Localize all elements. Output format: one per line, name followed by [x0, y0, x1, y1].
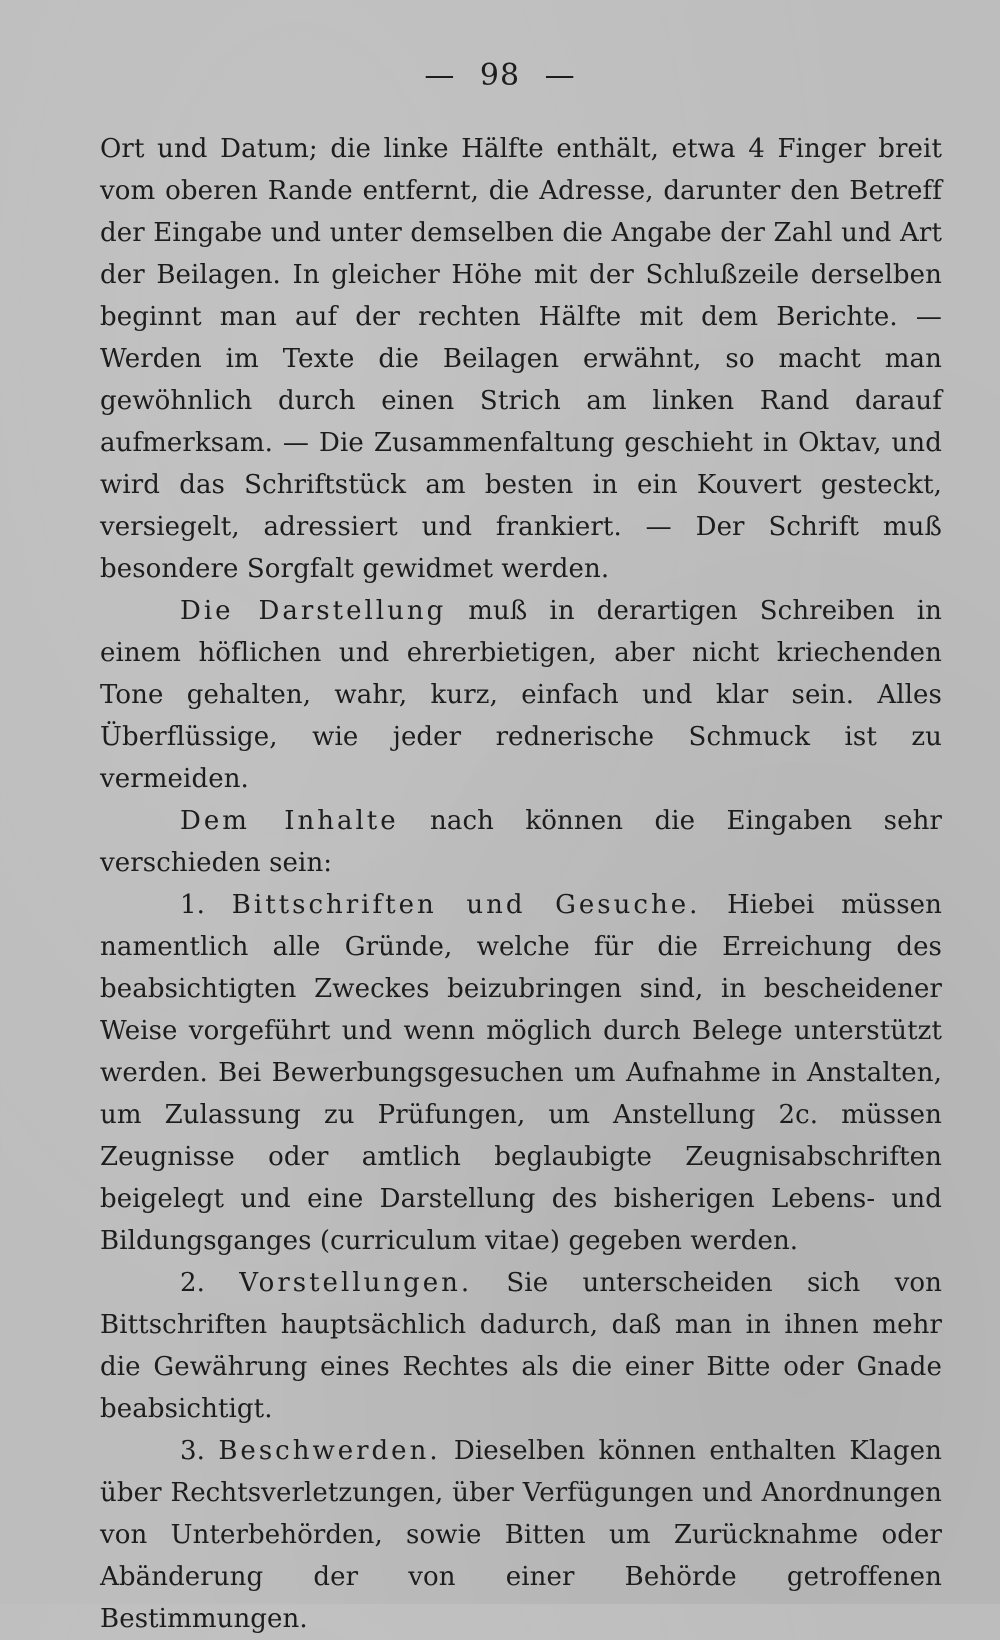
- list-item-bittschriften: [100, 884, 942, 1262]
- spaced-heading: Bittschriften und Gesuche.: [231, 890, 701, 920]
- page-number: — 98 —: [424, 58, 576, 93]
- paragraph-text: nach können die Eingaben sehr verschieden sein:: [100, 806, 942, 878]
- paragraph-intro: [100, 128, 942, 590]
- spaced-heading: Dem Inhalte: [180, 806, 399, 836]
- paragraph-text: Hiebei müssen namentlich alle Gründe, welche für die Erreichung des beabsichtigten Zweckes beizubringen sind, in bescheidener Weise vorgeführt und wenn möglich durch Belege unterstützt werden. Bei Bewerbungsgesuchen um Aufnahme in Anstalten, um Zulassung zu Prüfungen, um Anstellung 2c. müssen Zeugnisse oder amtlich beglaubigte Zeugnisabschriften beigelegt und eine Darstellung des bisherigen Lebens- und Bildungsganges (curriculum vitae) gegeben werden.: [100, 890, 942, 1256]
- spaced-heading: Vorstellungen.: [239, 1268, 473, 1298]
- list-item-beschwerden: [100, 1430, 942, 1640]
- spaced-heading: Beschwerden.: [218, 1436, 441, 1466]
- paragraph-text: Sie unterscheiden sich von Bittschriften hauptsächlich dadurch, daß man in ihnen mehr die Gewährung eines Rechtes als die einer Bitte oder Gnade beabsichtigt.: [100, 1268, 942, 1424]
- item-number: 3.: [180, 1436, 206, 1466]
- paragraph-inhalt: [100, 800, 942, 884]
- spaced-heading: Die Darstellung: [180, 596, 447, 626]
- list-item-vorstellungen: [100, 1262, 942, 1430]
- paragraph-darstellung: [100, 590, 942, 800]
- item-number: 1.: [180, 890, 206, 920]
- paragraph-text: Ort und Datum; die linke Hälfte enthält, etwa 4 Finger breit vom oberen Rande entfernt, die Adresse, darunter den Betreff der Eingabe und unter demselben die Angabe der Zahl und Art der Beilagen. In gleicher Höhe mit der Schlußzeile derselben beginnt man auf der rechten Hälfte mit dem Berichte. — Werden im Texte die Beilagen erwähnt, so macht man gewöhnlich durch einen Strich am linken Rand darauf aufmerksam. — Die Zusammenfaltung geschieht in Oktav, und wird das Schriftstück am besten in ein Kouvert gesteckt, versiegelt, adressiert und frankiert. — Der Schrift muß besondere Sorgfalt gewidmet werden.: [100, 134, 942, 584]
- paragraph-text: Dieselben können enthalten Klagen über Rechtsverletzungen, über Verfügungen und Anordnungen von Unterbehörden, sowie Bitten um Zurücknahme oder Abänderung der von einer Behörde getroffenen Bestimmungen.: [100, 1436, 942, 1634]
- page-body: [100, 128, 942, 1640]
- paragraph-text: muß in derartigen Schreiben in einem höflichen und ehrerbietigen, aber nicht kriechenden Tone gehalten, wahr, kurz, einfach und klar sein. Alles Überflüssige, wie jeder rednerische Schmuck ist zu vermeiden.: [100, 596, 942, 794]
- item-number: 2.: [180, 1268, 206, 1298]
